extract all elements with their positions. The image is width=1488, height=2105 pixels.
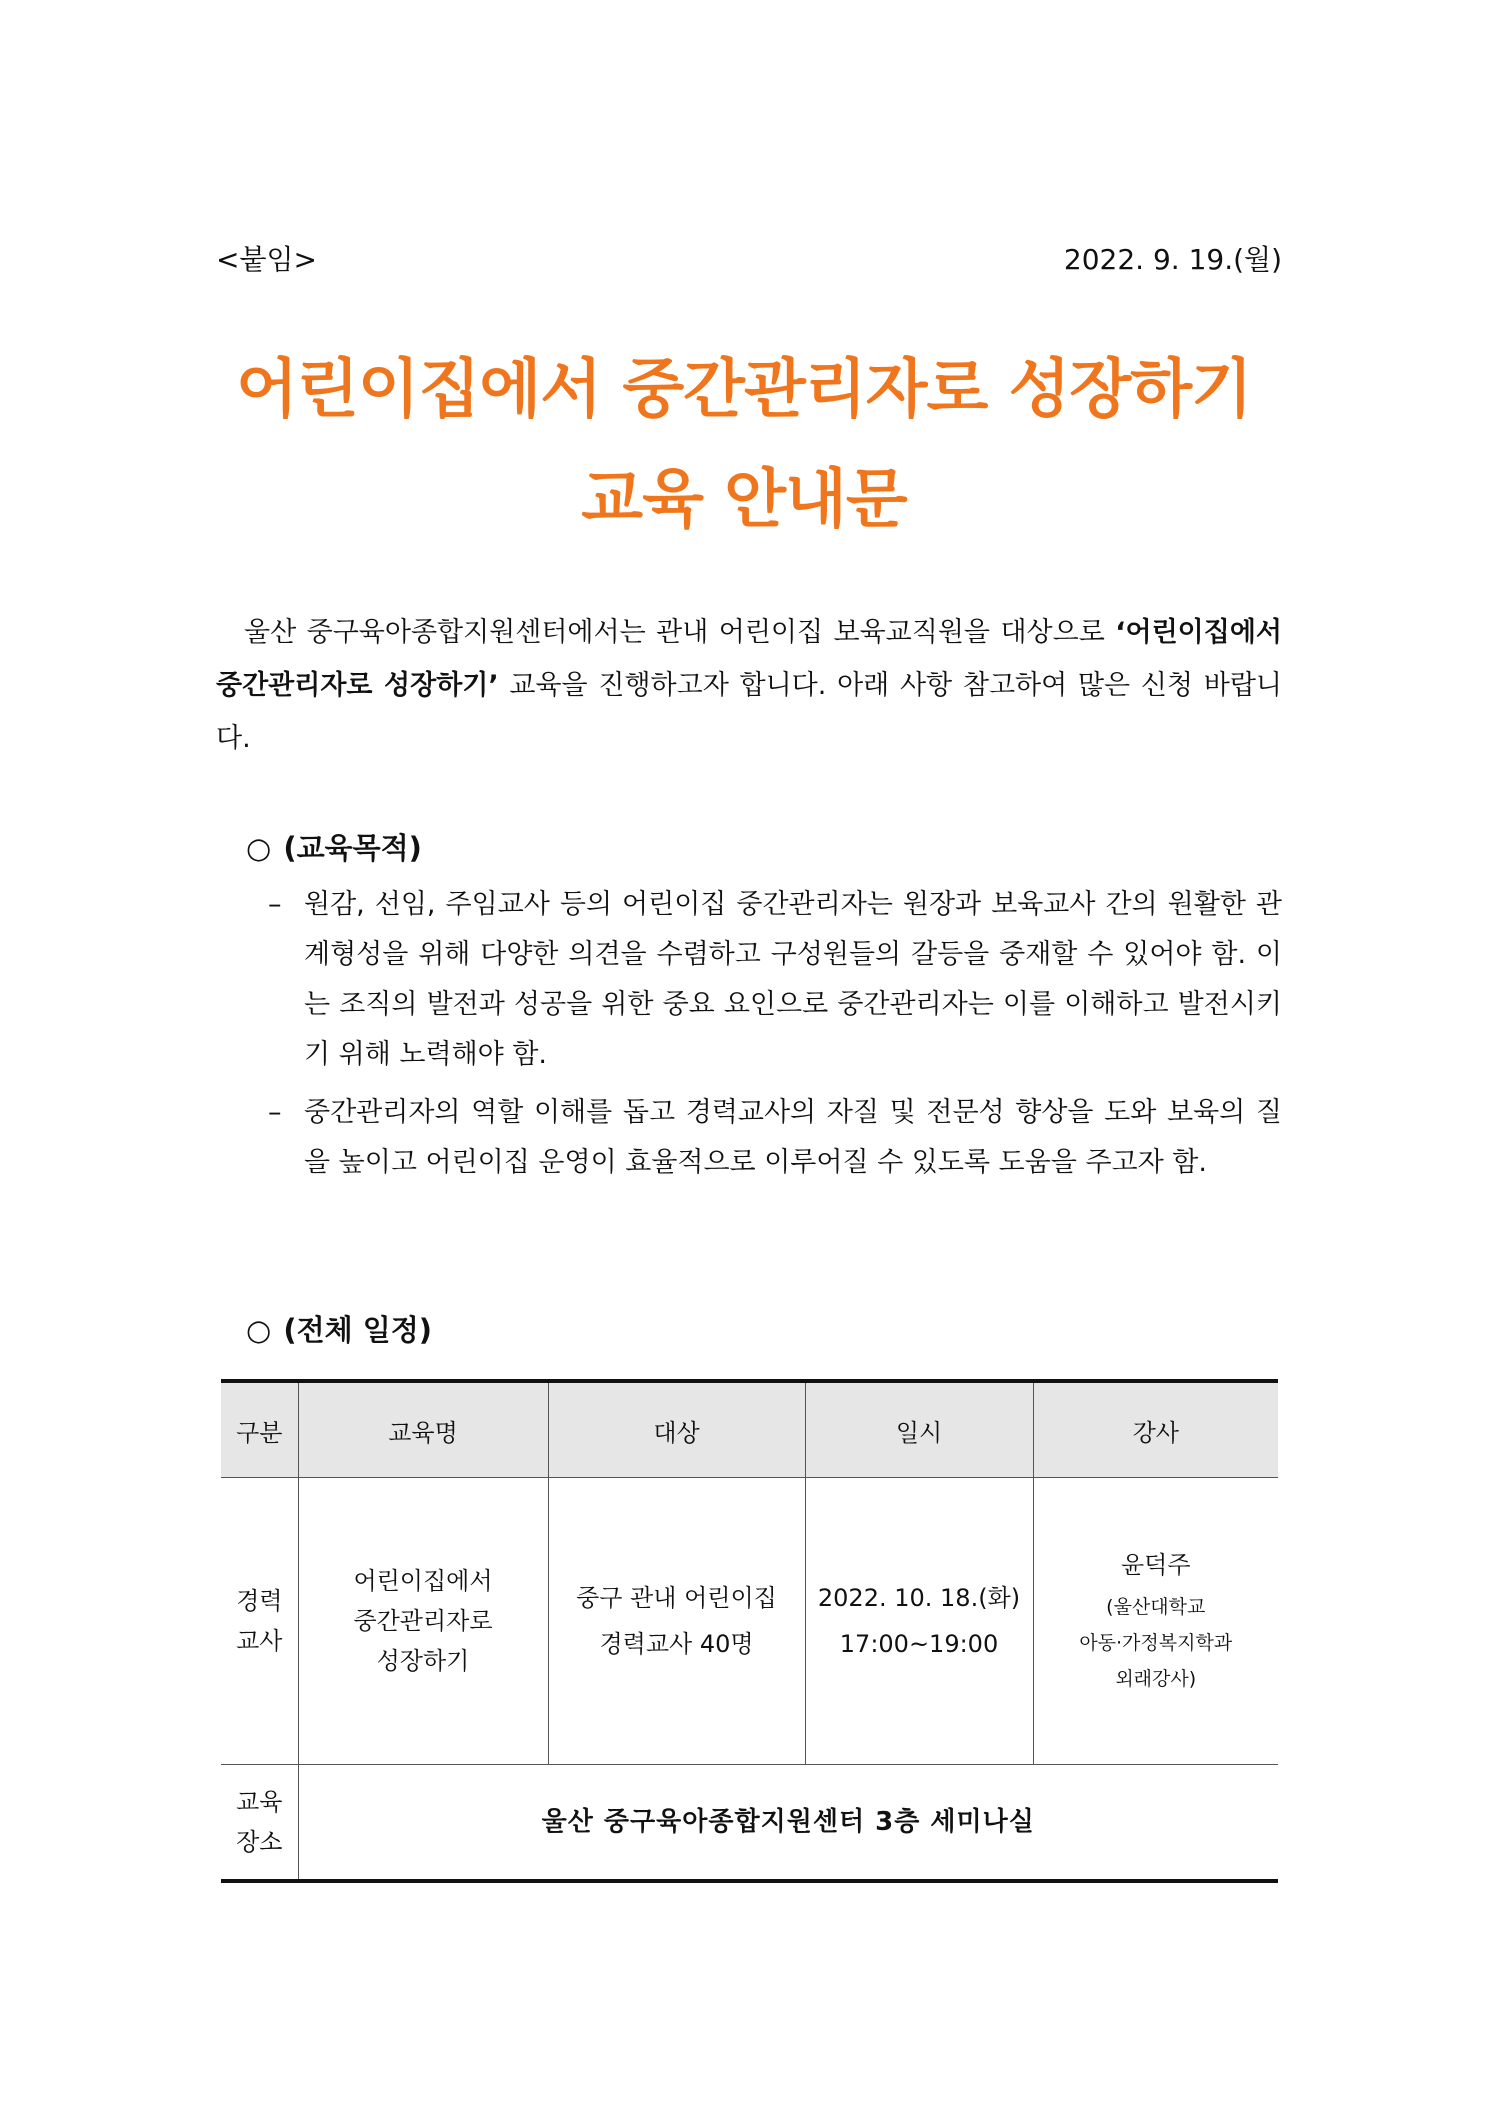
document-title-line1: 어린이집에서 중간관리자로 성장하기 bbox=[236, 353, 1252, 427]
table-row bbox=[221, 1478, 1278, 1765]
cell-place-label: 교육 장소 bbox=[221, 1765, 298, 1882]
cell-datetime: 2022. 10. 18.(화) 17:00~19:00 bbox=[805, 1478, 1033, 1765]
dash-bullet-icon: – bbox=[268, 1097, 282, 1128]
intro-text-1: 울산 중구육아종합지원센터에서는 관내 어린이집 보육교직원을 대상으로 bbox=[244, 617, 1116, 648]
table-row-place bbox=[221, 1765, 1278, 1882]
purpose-item-2 bbox=[268, 1088, 1282, 1188]
schedule-table bbox=[221, 1379, 1278, 1883]
cell-place-value: 울산 중구육아종합지원센터 3층 세미나실 bbox=[298, 1765, 1278, 1882]
column-header-instructor: 강사 bbox=[1033, 1381, 1278, 1478]
purpose-heading-text: (교육목적) bbox=[283, 831, 422, 865]
purpose-item-text: 중간관리자의 역할 이해를 돕고 경력교사의 자질 및 전문성 향상을 도와 보육의 질을 높이고 어린이집 운영이 효율적으로 이루어질 수 있도록 도움을 주고자 함. bbox=[304, 1097, 1282, 1178]
document-header bbox=[216, 240, 1282, 280]
schedule-heading bbox=[246, 1310, 432, 1350]
purpose-item-1 bbox=[268, 880, 1282, 1080]
column-header-datetime: 일시 bbox=[805, 1381, 1033, 1478]
dash-bullet-icon: – bbox=[268, 889, 282, 920]
cell-target: 중구 관내 어린이집 경력교사 40명 bbox=[548, 1478, 805, 1765]
intro-text-2: 교육을 진행하고자 합니다. 아래 사항 참고하여 많은 신청 바랍니다. bbox=[216, 670, 1282, 754]
purpose-heading bbox=[246, 828, 422, 868]
circle-bullet-icon: ○ bbox=[246, 831, 272, 865]
document-date: 2022. 9. 19.(월) bbox=[1063, 243, 1282, 276]
cell-category: 경력 교사 bbox=[221, 1478, 298, 1765]
circle-bullet-icon: ○ bbox=[246, 1313, 272, 1347]
column-header-target: 대상 bbox=[548, 1381, 805, 1478]
table-header-row bbox=[221, 1381, 1278, 1478]
purpose-item-text: 원감, 선임, 주임교사 등의 어린이집 중간관리자는 원장과 보육교사 간의 원활한 관계형성을 위해 다양한 의견을 수렴하고 구성원들의 갈등을 중재할 수 있어야 함. 이는 조직의 발전과 성공을 위한 중요 요인으로 중간관리자는 이를 이해하고 발전시키기 위해 노력해야 함. bbox=[304, 889, 1282, 1070]
document-title-line2: 교육 안내문 bbox=[581, 463, 907, 537]
cell-name: 어린이집에서 중간관리자로 성장하기 bbox=[298, 1478, 548, 1765]
column-header-category: 구분 bbox=[221, 1381, 298, 1478]
column-header-name: 교육명 bbox=[298, 1381, 548, 1478]
intro-paragraph bbox=[216, 606, 1282, 765]
intro-highlight: ‘어린이집에서 중간관리자로 성장하기’ bbox=[216, 617, 1282, 701]
attachment-label: <붙임> bbox=[216, 243, 318, 276]
cell-instructor: 윤덕주 (울산대학교 아동·가정복지학과 외래강사) bbox=[1033, 1478, 1278, 1765]
schedule-heading-text: (전체 일정) bbox=[283, 1313, 432, 1347]
